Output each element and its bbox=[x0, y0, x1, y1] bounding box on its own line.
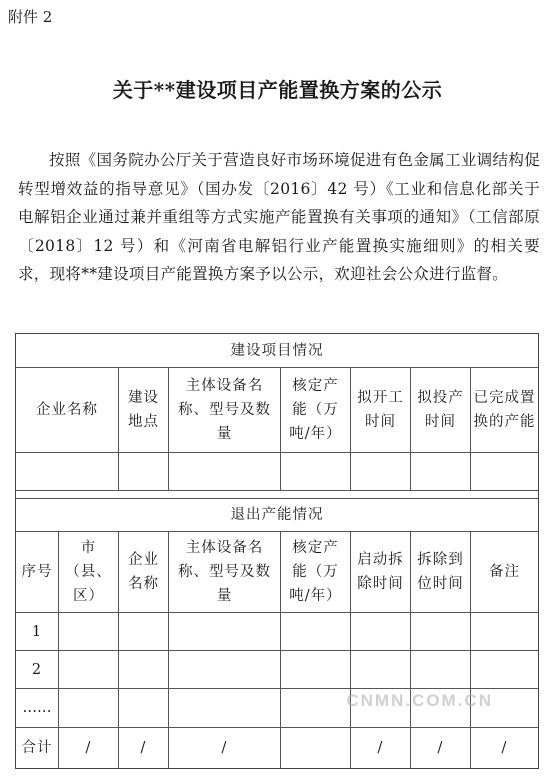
data-cell bbox=[119, 613, 169, 651]
header-equipment-2: 主体设备名称、型号及数量 bbox=[169, 532, 281, 613]
total-label: 合计 bbox=[16, 728, 59, 768]
data-cell bbox=[59, 651, 119, 689]
data-cell bbox=[281, 689, 351, 728]
header-company-name: 企业名称 bbox=[16, 368, 119, 453]
page-title: 关于**建设项目产能置换方案的公示 bbox=[112, 78, 443, 102]
data-cell bbox=[411, 651, 471, 689]
data-cell bbox=[119, 651, 169, 689]
data-cell bbox=[119, 453, 169, 491]
header-seq: 序号 bbox=[16, 532, 59, 613]
data-cell bbox=[471, 453, 538, 491]
header-capacity: 核定产能（万吨/年） bbox=[281, 368, 351, 453]
attachment-label: 附件 2 bbox=[8, 8, 53, 26]
header-location: 建设地点 bbox=[119, 368, 169, 453]
data-cell bbox=[411, 613, 471, 651]
spacer-row bbox=[16, 491, 538, 499]
total-slash: / bbox=[411, 728, 471, 768]
header-company-name-2: 企业名称 bbox=[119, 532, 169, 613]
data-cell bbox=[281, 613, 351, 651]
header-completed-capacity: 已完成置换的产能 bbox=[471, 368, 538, 453]
data-cell bbox=[169, 453, 281, 491]
total-slash: / bbox=[501, 740, 508, 756]
data-cell bbox=[351, 613, 411, 651]
row-number: 2 bbox=[16, 651, 59, 689]
row-number: 1 bbox=[16, 613, 59, 651]
total-slash: / bbox=[59, 728, 119, 768]
data-cell bbox=[411, 453, 471, 491]
data-cell bbox=[471, 651, 538, 689]
row-number: …… bbox=[16, 689, 59, 728]
data-cell bbox=[59, 613, 119, 651]
data-cell bbox=[169, 613, 281, 651]
data-cell bbox=[16, 453, 119, 491]
header-start-time: 拟开工时间 bbox=[351, 368, 411, 453]
header-dismantle-done: 拆除到位时间 bbox=[411, 532, 471, 613]
data-cell bbox=[351, 453, 411, 491]
total-slash: / bbox=[169, 728, 281, 768]
header-remark: 备注 bbox=[471, 532, 538, 613]
header-production-time: 拟投产时间 bbox=[411, 368, 471, 453]
section2-title: 退出产能情况 bbox=[16, 499, 538, 532]
header-dismantle-start: 启动拆除时间 bbox=[351, 532, 411, 613]
header-city: 市（县、区） bbox=[59, 532, 119, 613]
data-cell bbox=[169, 689, 281, 728]
data-cell bbox=[169, 651, 281, 689]
data-cell bbox=[281, 453, 351, 491]
section1-title: 建设项目情况 bbox=[16, 334, 538, 368]
data-cell bbox=[59, 689, 119, 728]
total-capacity-cell bbox=[281, 728, 351, 768]
data-cell bbox=[281, 651, 351, 689]
total-slash: / bbox=[119, 728, 169, 768]
total-slash: / bbox=[351, 728, 411, 768]
header-equipment: 主体设备名称、型号及数量 bbox=[169, 368, 281, 453]
data-cell bbox=[471, 613, 538, 651]
header-capacity-2: 核定产能（万吨/年） bbox=[281, 532, 351, 613]
data-cell bbox=[351, 651, 411, 689]
body-paragraph: 按照《国务院办公厅关于营造良好市场环境促进有色金属工业调结构促转型增效益的指导意见》（国办发〔2016〕42 号）《工业和信息化部关于电解铝企业通过兼并重组等方式实施产能置换有关事项的通知》（工信部原〔2018〕12 号）和《河南省电解铝行业产能置换实施细则》的相关要求，现将**建设项目产能置换方案予以公示，欢迎社会公众进行监督。 bbox=[18, 151, 540, 283]
data-cell bbox=[119, 689, 169, 728]
watermark: CNMN.COM.CN bbox=[346, 691, 493, 710]
